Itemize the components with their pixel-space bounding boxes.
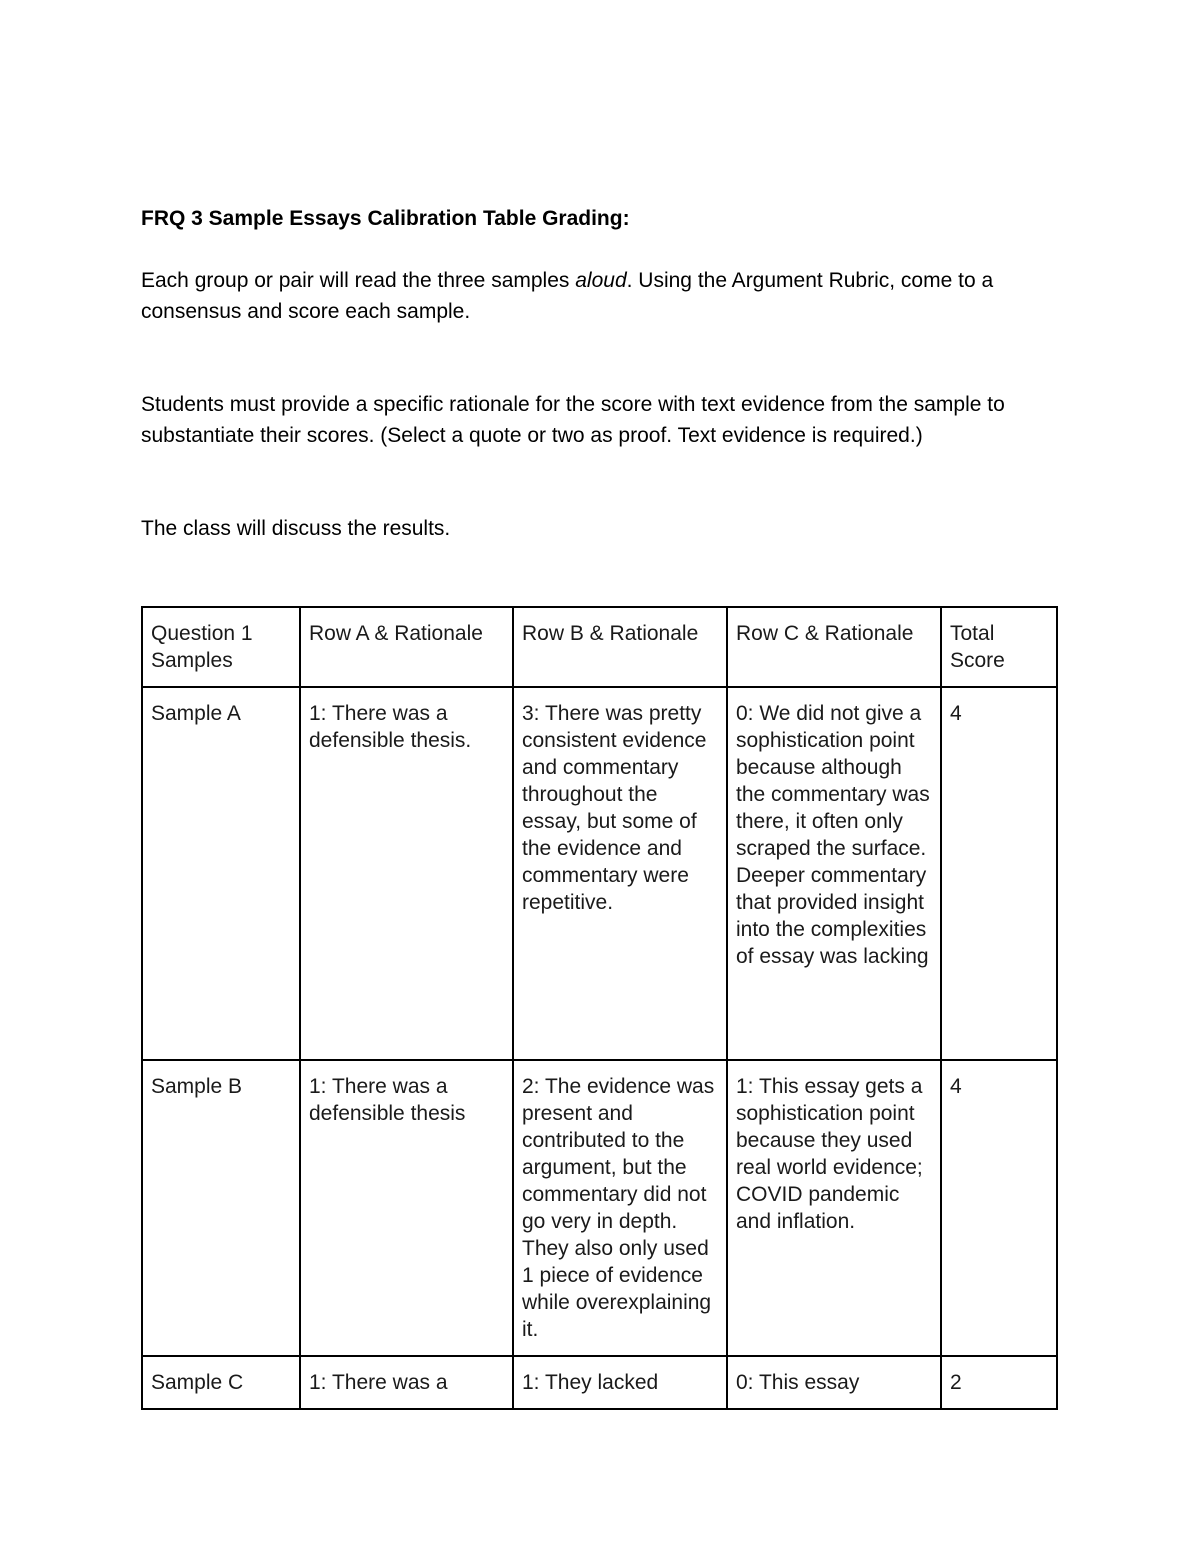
header-samples: Question 1 Samples [142, 607, 300, 687]
row-c-rationale-cell: 1: This essay gets a sophistication point because they used real world evidence; COVID pandemic and inflation. [727, 1060, 941, 1356]
header-total-score: Total Score [941, 607, 1057, 687]
sample-name-cell: Sample A [142, 687, 300, 1060]
row-a-rationale-cell: 1: There was a [300, 1356, 513, 1409]
total-score-cell: 4 [941, 687, 1057, 1060]
header-row-c: Row C & Rationale [727, 607, 941, 687]
header-row-a: Row A & Rationale [300, 607, 513, 687]
discussion-paragraph: The class will discuss the results. [141, 517, 451, 540]
document-title: FRQ 3 Sample Essays Calibration Table Grading: [141, 207, 630, 230]
row-a-rationale-cell: 1: There was a defensible thesis. [300, 687, 513, 1060]
sample-name-cell: Sample B [142, 1060, 300, 1356]
table-row [142, 687, 1057, 1060]
row-b-rationale-cell: 3: There was pretty consistent evidence and commentary throughout the essay, but some of the evidence and commentary were repetitive. [513, 687, 727, 1060]
total-score-cell: 2 [941, 1356, 1057, 1409]
row-b-rationale-cell: 1: They lacked [513, 1356, 727, 1409]
row-c-rationale-cell: 0: This essay [727, 1356, 941, 1409]
rationale-paragraph: Students must provide a specific rationale for the score with text evidence from the sample to substantiate their scores. (Select a quote or two as proof. Text evidence is required.) [141, 393, 1005, 447]
total-score-cell: 4 [941, 1060, 1057, 1356]
row-b-rationale-cell: 2: The evidence was present and contributed to the argument, but the commentary did not go very in depth. They also only used 1 piece of evidence while overexplaining it. [513, 1060, 727, 1356]
instructions-text-start: Each group or pair will read the three samples [141, 269, 576, 292]
table-row [142, 1060, 1057, 1356]
instructions-emphasis: aloud [575, 269, 627, 292]
row-c-rationale-cell: 0: We did not give a sophistication point because although the commentary was there, it often only scraped the surface. Deeper commentary that provided insight into the complexities of essay was lacking [727, 687, 941, 1060]
row-a-rationale-cell: 1: There was a defensible thesis [300, 1060, 513, 1356]
instructions-paragraph [141, 265, 1066, 327]
header-row-b: Row B & Rationale [513, 607, 727, 687]
calibration-table [141, 606, 1058, 1410]
instructions-text-end: . Using the Argument Rubric, come to a consensus and score each sample. [141, 269, 994, 323]
sample-name-cell: Sample C [142, 1356, 300, 1409]
table-row [142, 1356, 1057, 1409]
table-header-row [142, 607, 1057, 687]
